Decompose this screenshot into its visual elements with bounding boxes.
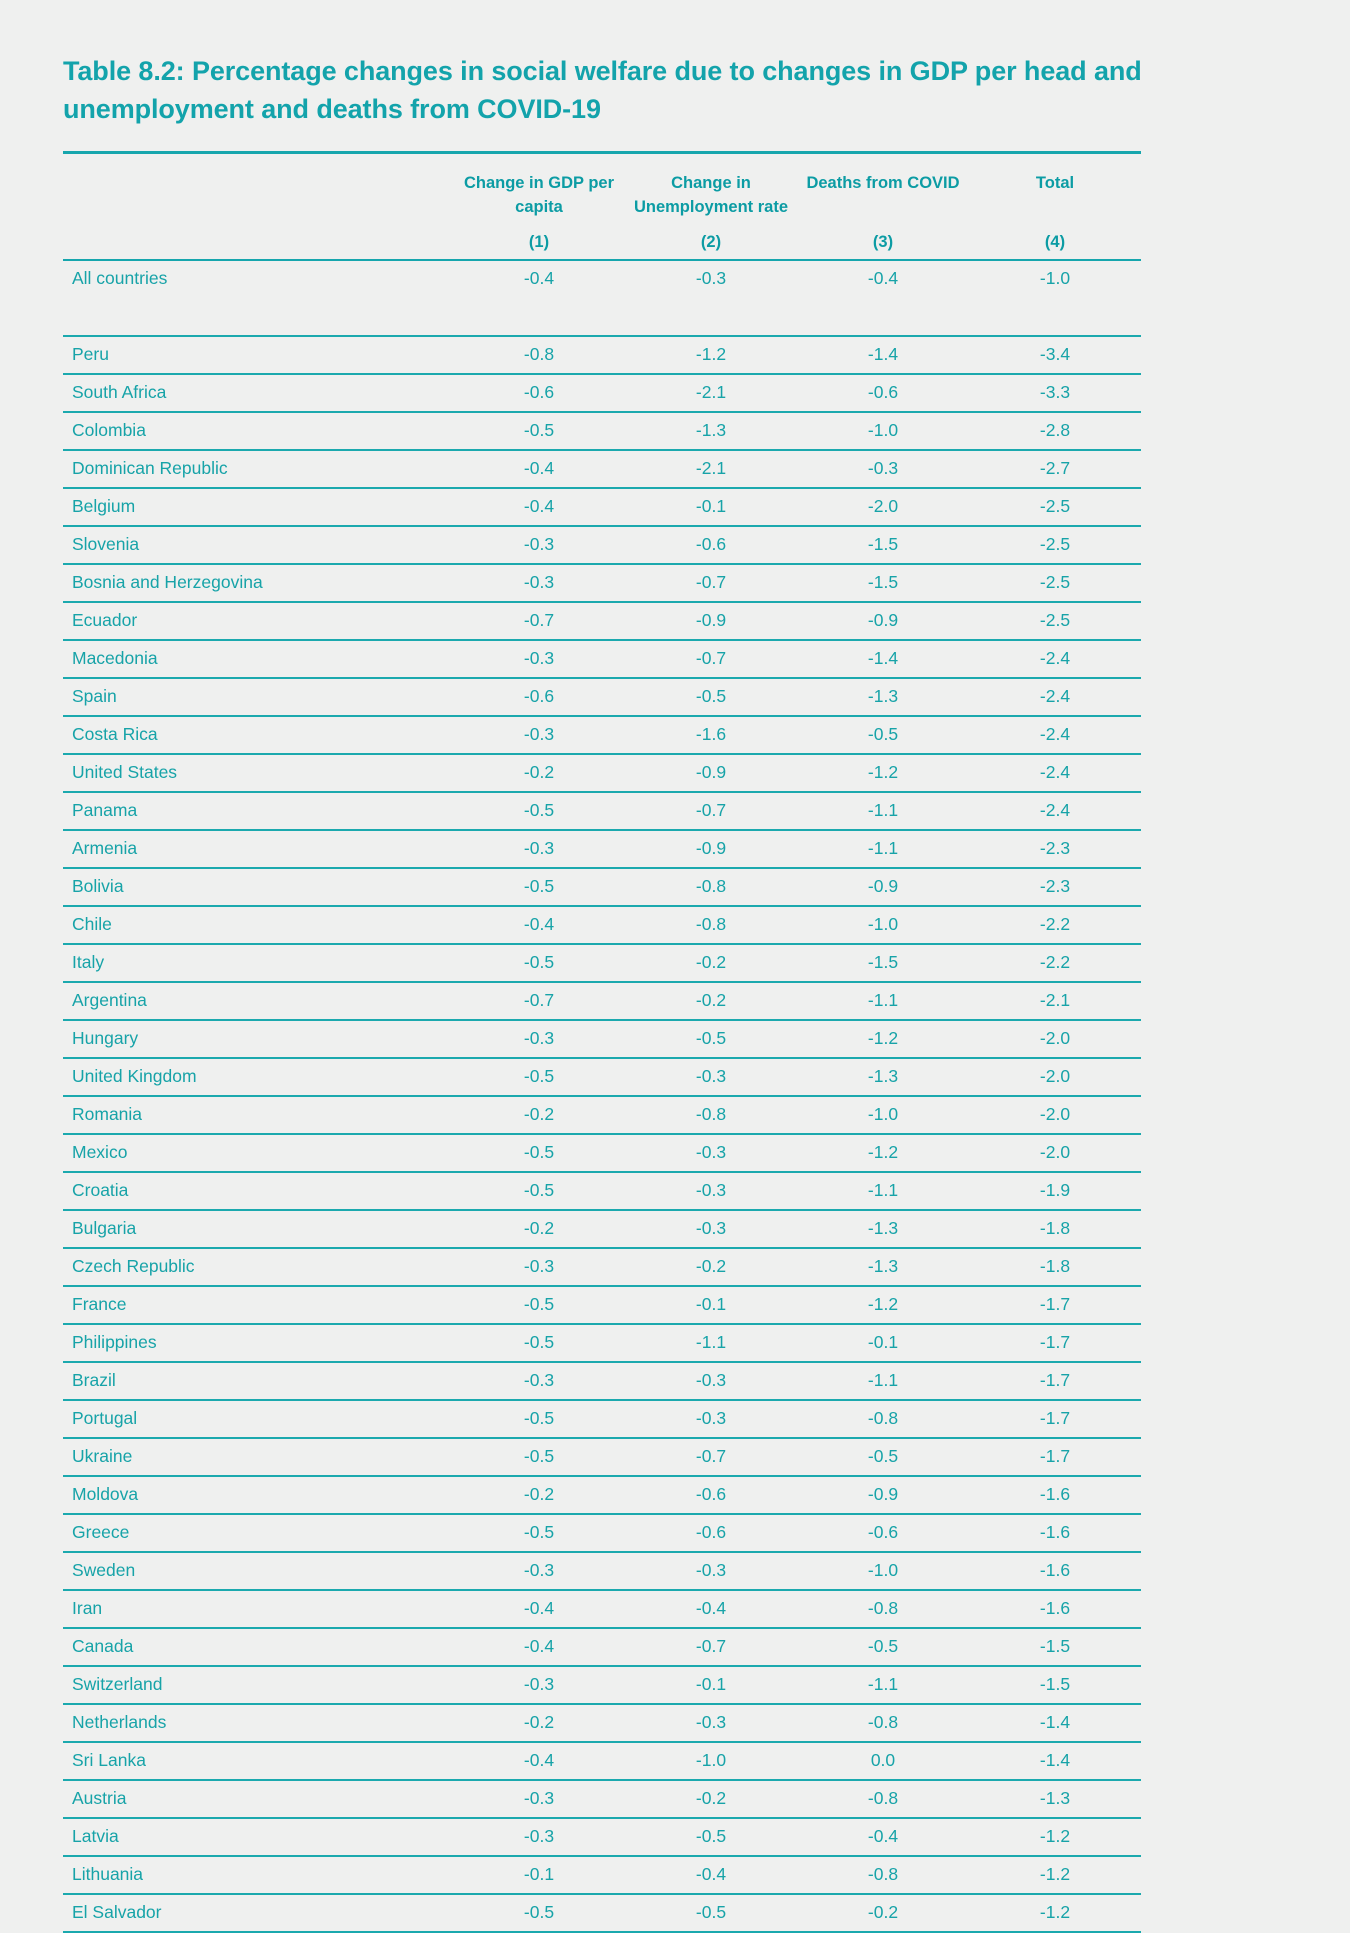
cell-total: -2.0 [969,1096,1141,1134]
cell-unemployment: -0.3 [625,1400,797,1438]
row-label: United Kingdom [63,1058,453,1096]
cell-deaths: -0.5 [797,1628,969,1666]
row-label: Latvia [63,1818,453,1856]
cell-gdp: -0.7 [453,602,625,640]
row-label: Bulgaria [63,1210,453,1248]
row-label: Moldova [63,1476,453,1514]
cell-deaths: -1.5 [797,564,969,602]
cell-total: -2.0 [969,1058,1141,1096]
table-row [63,1134,1141,1172]
cell-deaths: -0.1 [797,1324,969,1362]
cell-total: -2.4 [969,716,1141,754]
cell-unemployment: -0.7 [625,792,797,830]
row-label: Mexico [63,1134,453,1172]
cell-total: -1.8 [969,1210,1141,1248]
row-label: Costa Rica [63,716,453,754]
cell-gdp: -0.8 [453,336,625,374]
cell-gdp: -0.3 [453,564,625,602]
cell-total: -1.3 [969,1780,1141,1818]
cell-total: -2.4 [969,754,1141,792]
cell-total: -1.9 [969,1172,1141,1210]
cell-unemployment: -0.5 [625,1894,797,1932]
row-label: Peru [63,336,453,374]
row-label: Sri Lanka [63,1742,453,1780]
row-label: Argentina [63,982,453,1020]
table-row [63,792,1141,830]
cell-deaths: -1.2 [797,1020,969,1058]
cell-deaths: -0.2 [797,1894,969,1932]
cell-unemployment: -1.1 [625,1324,797,1362]
cell-deaths: 0.0 [797,1742,969,1780]
table-row [63,1818,1141,1856]
cell-gdp: -0.1 [453,1856,625,1894]
cell-deaths: -1.1 [797,830,969,868]
cell-deaths: -0.8 [797,1400,969,1438]
table-row [63,336,1141,374]
cell-deaths: -1.5 [797,944,969,982]
cell-total: -1.2 [969,1856,1141,1894]
cell-total: -1.6 [969,1590,1141,1628]
cell-gdp: -0.2 [453,754,625,792]
cell-total: -2.5 [969,564,1141,602]
table-row [63,1248,1141,1286]
cell-total: -1.7 [969,1400,1141,1438]
cell-unemployment: -0.2 [625,944,797,982]
cell-deaths: -1.1 [797,792,969,830]
cell-deaths: -1.3 [797,1210,969,1248]
cell-deaths: -1.3 [797,678,969,716]
row-label: Spain [63,678,453,716]
table-body [63,260,1141,1932]
cell-unemployment: -1.3 [625,412,797,450]
cell-unemployment: -0.8 [625,1096,797,1134]
cell-unemployment: -0.5 [625,1818,797,1856]
row-label: Armenia [63,830,453,868]
cell-unemployment: -0.2 [625,982,797,1020]
column-number-1: (1) [453,219,625,260]
row-label: Philippines [63,1324,453,1362]
table-row [63,640,1141,678]
cell-gdp: -0.6 [453,678,625,716]
header-row [63,152,1141,219]
cell-deaths: -1.2 [797,1286,969,1324]
row-label: All countries [72,267,168,288]
cell-gdp: -0.5 [453,792,625,830]
table-row [63,1058,1141,1096]
cell-total: -2.4 [969,640,1141,678]
row-label: Bolivia [63,868,453,906]
cell-deaths: -1.1 [797,1172,969,1210]
cell-unemployment: -0.9 [625,830,797,868]
cell-gdp: -0.5 [453,1514,625,1552]
cell-total: -2.3 [969,830,1141,868]
row-label: Netherlands [63,1704,453,1742]
section-spacer [63,297,1141,336]
cell-total: -2.5 [969,602,1141,640]
cell-total: -1.8 [969,1248,1141,1286]
cell-deaths: -0.8 [797,1780,969,1818]
table-row [63,1666,1141,1704]
cell-unemployment: -0.1 [625,488,797,526]
cell-unemployment: -0.8 [625,868,797,906]
cell-unemployment: -0.7 [625,640,797,678]
cell-unemployment: -0.4 [625,1590,797,1628]
cell-unemployment: -0.1 [625,1666,797,1704]
table-head [63,152,1141,260]
cell-deaths: -0.5 [797,716,969,754]
cell-deaths: -1.3 [797,1248,969,1286]
cell-gdp: -0.4 [453,450,625,488]
row-label: Belgium [63,488,453,526]
cell-unemployment: -0.1 [625,1286,797,1324]
table-row [63,1552,1141,1590]
cell-deaths: -0.4 [867,267,899,288]
cell-unemployment: -0.3 [625,1134,797,1172]
table-row [63,1742,1141,1780]
column-header-deaths: Deaths from COVID [797,152,969,219]
cell-unemployment: -0.6 [625,526,797,564]
column-header-gdp: Change in GDP per capita [453,152,625,219]
row-label: Canada [63,1628,453,1666]
cell-gdp: -0.3 [453,1020,625,1058]
cell-gdp: -0.4 [453,1742,625,1780]
cell-gdp: -0.3 [453,1248,625,1286]
table-row [63,1400,1141,1438]
cell-unemployment: -0.7 [625,564,797,602]
row-label: Greece [63,1514,453,1552]
cell-gdp: -0.5 [453,868,625,906]
cell-gdp: -0.7 [453,982,625,1020]
cell-gdp: -0.3 [453,1780,625,1818]
cell-deaths: -0.6 [797,1514,969,1552]
cell-unemployment: -0.9 [625,754,797,792]
cell-total: -2.5 [969,488,1141,526]
cell-total: -1.6 [969,1514,1141,1552]
cell-gdp: -0.5 [453,1324,625,1362]
table-row [63,944,1141,982]
cell-total: -1.4 [969,1704,1141,1742]
cell-deaths: -1.1 [797,1666,969,1704]
table-row [63,1020,1141,1058]
cell-unemployment: -1.0 [625,1742,797,1780]
table-row [63,906,1141,944]
table-row [63,1210,1141,1248]
cell-deaths: -0.6 [797,374,969,412]
cell-total: -2.0 [969,1020,1141,1058]
cell-deaths: -0.9 [797,1476,969,1514]
page-title: Table 8.2: Percentage changes in social welfare due to changes in GDP per head and unemployment and deaths from COVID-19 [63,56,1142,125]
cell-total: -1.7 [969,1362,1141,1400]
cell-gdp: -0.5 [453,1894,625,1932]
table-row [63,1856,1141,1894]
row-label: Dominican Republic [63,450,453,488]
cell-deaths: -1.4 [797,336,969,374]
column-header-total: Total [969,152,1141,219]
table-row [63,412,1141,450]
cell-gdp: -0.3 [453,640,625,678]
cell-unemployment: -2.1 [625,374,797,412]
table-row [63,1172,1141,1210]
cell-gdp: -0.3 [453,1362,625,1400]
cell-gdp: -0.5 [453,1400,625,1438]
table-row [63,602,1141,640]
cell-unemployment: -0.3 [625,1210,797,1248]
cell-unemployment: -0.3 [625,1058,797,1096]
row-label: Lithuania [63,1856,453,1894]
row-label: Panama [63,792,453,830]
cell-unemployment: -0.4 [625,1856,797,1894]
row-label: Switzerland [63,1666,453,1704]
table-row [63,450,1141,488]
cell-total: -2.2 [969,906,1141,944]
column-number-blank [63,219,453,260]
table-row [63,1438,1141,1476]
cell-unemployment: -0.3 [625,1552,797,1590]
row-label: Macedonia [63,640,453,678]
cell-unemployment: -0.9 [625,602,797,640]
table-row-summary [63,260,1141,297]
cell-gdp: -0.5 [453,1172,625,1210]
table-row [63,830,1141,868]
cell-gdp: -0.3 [453,1666,625,1704]
column-number-2: (2) [625,219,797,260]
cell-gdp: -0.5 [453,944,625,982]
cell-unemployment: -1.2 [625,336,797,374]
row-label: Slovenia [63,526,453,564]
row-label: Bosnia and Herzegovina [63,564,453,602]
cell-deaths: -2.0 [797,488,969,526]
table-row [63,1628,1141,1666]
table-row [63,374,1141,412]
cell-gdp: -0.5 [453,1286,625,1324]
cell-gdp: -0.6 [453,374,625,412]
welfare-change-table [63,151,1141,1933]
row-label: Romania [63,1096,453,1134]
cell-deaths: -0.4 [797,1818,969,1856]
cell-total: -1.7 [969,1438,1141,1476]
cell-total: -1.7 [969,1286,1141,1324]
cell-gdp: -0.3 [453,526,625,564]
table-row [63,1514,1141,1552]
cell-deaths: -0.8 [797,1856,969,1894]
cell-total: -1.4 [969,1742,1141,1780]
cell-deaths: -1.0 [797,906,969,944]
row-label: Iran [63,1590,453,1628]
cell-gdp: -0.3 [453,1552,625,1590]
column-number-3: (3) [797,219,969,260]
row-label: Czech Republic [63,1248,453,1286]
cell-total: -3.4 [969,336,1141,374]
cell-gdp: -0.4 [453,906,625,944]
cell-total: -2.3 [969,868,1141,906]
table-row [63,1362,1141,1400]
cell-unemployment: -1.6 [625,716,797,754]
cell-unemployment: -0.3 [625,1704,797,1742]
table-row [63,982,1141,1020]
row-label: Italy [63,944,453,982]
cell-deaths: -1.0 [797,1096,969,1134]
cell-unemployment: -2.1 [625,450,797,488]
cell-deaths: -0.8 [797,1590,969,1628]
cell-deaths: -1.3 [797,1058,969,1096]
cell-gdp: -0.3 [453,716,625,754]
table-row [63,678,1141,716]
cell-total: -2.7 [969,450,1141,488]
cell-total: -1.5 [969,1628,1141,1666]
cell-total: -1.0 [1039,267,1071,288]
row-label: France [63,1286,453,1324]
cell-deaths: -0.3 [797,450,969,488]
cell-gdp: -0.5 [453,1134,625,1172]
table-row [63,526,1141,564]
column-header-unemployment: Change in Unemployment rate [625,152,797,219]
cell-total: -2.2 [969,944,1141,982]
table-row [63,1704,1141,1742]
cell-gdp: -0.3 [453,1818,625,1856]
cell-gdp: -0.4 [453,1628,625,1666]
table-row [63,1590,1141,1628]
cell-deaths: -1.0 [797,412,969,450]
column-number-row [63,219,1141,260]
cell-total: -2.4 [969,792,1141,830]
cell-unemployment: -0.3 [625,1362,797,1400]
cell-total: -1.2 [969,1818,1141,1856]
cell-deaths: -1.2 [797,754,969,792]
cell-unemployment: -0.5 [625,1020,797,1058]
cell-deaths: -1.1 [797,982,969,1020]
table-row [63,1780,1141,1818]
cell-unemployment: -0.5 [625,678,797,716]
cell-total: -1.6 [969,1476,1141,1514]
cell-unemployment: -0.2 [625,1248,797,1286]
cell-unemployment: -0.8 [625,906,797,944]
cell-unemployment: -0.2 [625,1780,797,1818]
cell-deaths: -1.1 [797,1362,969,1400]
cell-total: -3.3 [969,374,1141,412]
cell-total: -2.5 [969,526,1141,564]
table-row [63,1476,1141,1514]
cell-gdp: -0.4 [453,1590,625,1628]
cell-gdp: -0.5 [453,1438,625,1476]
cell-deaths: -1.0 [797,1552,969,1590]
cell-unemployment: -0.6 [625,1514,797,1552]
row-label: Hungary [63,1020,453,1058]
table-row [63,716,1141,754]
cell-total: -1.6 [969,1552,1141,1590]
row-label: Chile [63,906,453,944]
column-number-4: (4) [969,219,1141,260]
table-row [63,1096,1141,1134]
cell-total: -2.0 [969,1134,1141,1172]
cell-total: -2.4 [969,678,1141,716]
row-label: Ecuador [63,602,453,640]
cell-gdp: -0.2 [453,1476,625,1514]
row-label: Ukraine [63,1438,453,1476]
cell-gdp: -0.5 [453,412,625,450]
cell-total: -2.8 [969,412,1141,450]
row-label: Brazil [63,1362,453,1400]
cell-deaths: -1.5 [797,526,969,564]
row-label: South Africa [63,374,453,412]
row-label: Sweden [63,1552,453,1590]
row-label: Colombia [63,412,453,450]
cell-unemployment: -0.3 [695,267,727,288]
table-row [63,564,1141,602]
table-row [63,1286,1141,1324]
column-header-country [63,152,453,219]
table-row [63,1894,1141,1932]
cell-gdp: -0.2 [453,1096,625,1134]
cell-unemployment: -0.7 [625,1438,797,1476]
cell-deaths: -0.9 [797,602,969,640]
row-label: El Salvador [63,1894,453,1932]
cell-deaths: -1.2 [797,1134,969,1172]
row-label: Croatia [63,1172,453,1210]
cell-gdp: -0.3 [453,830,625,868]
cell-deaths: -1.4 [797,640,969,678]
cell-gdp: -0.2 [453,1704,625,1742]
cell-gdp: -0.4 [453,488,625,526]
table-row [63,488,1141,526]
table-row [63,1324,1141,1362]
row-label: United States [63,754,453,792]
cell-total: -1.5 [969,1666,1141,1704]
cell-unemployment: -0.7 [625,1628,797,1666]
row-label: Portugal [63,1400,453,1438]
cell-gdp: -0.2 [453,1210,625,1248]
table-row [63,754,1141,792]
cell-gdp: -0.4 [523,267,555,288]
cell-total: -1.2 [969,1894,1141,1932]
row-label: Austria [63,1780,453,1818]
cell-deaths: -0.9 [797,868,969,906]
cell-gdp: -0.5 [453,1058,625,1096]
cell-total: -2.1 [969,982,1141,1020]
table-row [63,868,1141,906]
cell-unemployment: -0.6 [625,1476,797,1514]
cell-deaths: -0.5 [797,1438,969,1476]
cell-total: -1.7 [969,1324,1141,1362]
cell-unemployment: -0.3 [625,1172,797,1210]
cell-deaths: -0.8 [797,1704,969,1742]
